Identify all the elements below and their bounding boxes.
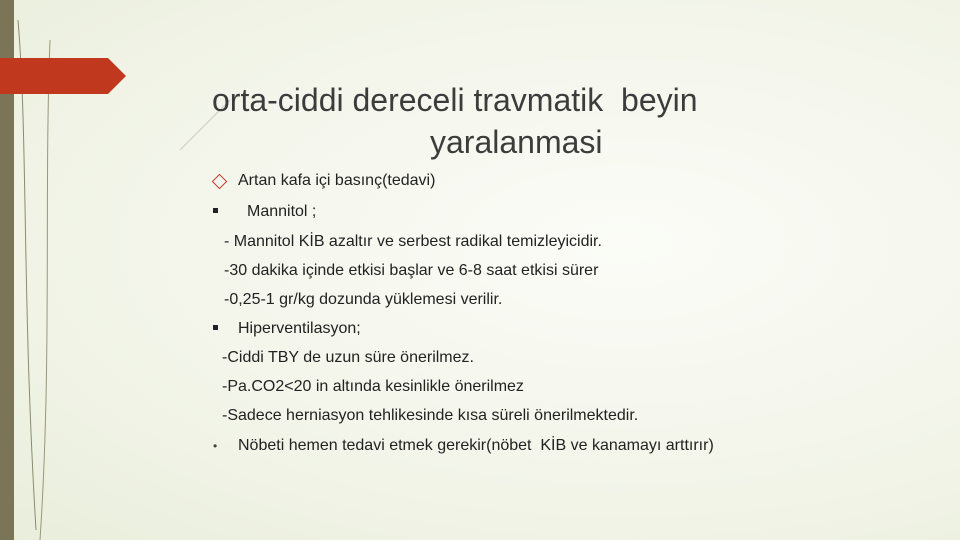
square-bullet-icon (213, 325, 218, 330)
mannitol-item: -30 dakika içinde etkisi başlar ve 6-8 saat etkisi sürer (224, 262, 599, 279)
mannitol-item: -0,25-1 gr/kg dozunda yüklemesi verilir. (224, 291, 503, 308)
title-line-1: orta-ciddi dereceli travmatik beyin (212, 82, 698, 119)
mannitol-item: - Mannitol KİB azaltır ve serbest radikal temizleyicidir. (224, 233, 602, 250)
section-heading: Artan kafa içi basınç(tedavi) (238, 172, 436, 189)
dot-bullet-icon: • (213, 439, 218, 453)
page-title (212, 79, 772, 163)
hyperventilation-item: -Pa.CO2<20 in altında kesinlikle önerilmez (222, 378, 524, 395)
hyperventilation-label: Hiperventilasyon; (238, 320, 361, 337)
title-arrow-shape (0, 58, 126, 94)
title-line-2: yaralanmasi (430, 124, 603, 161)
hyperventilation-item: -Sadece herniasyon tehlikesinde kısa süreli önerilmektedir. (222, 407, 639, 424)
mannitol-label: Mannitol ; (247, 203, 317, 220)
square-bullet-icon (213, 208, 218, 213)
seizure-note: Nöbeti hemen tedavi etmek gerekir(nöbet KİB ve kanamayı arttırır) (238, 437, 714, 454)
hyperventilation-item: -Ciddi TBY de uzun süre önerilmez. (222, 349, 474, 366)
